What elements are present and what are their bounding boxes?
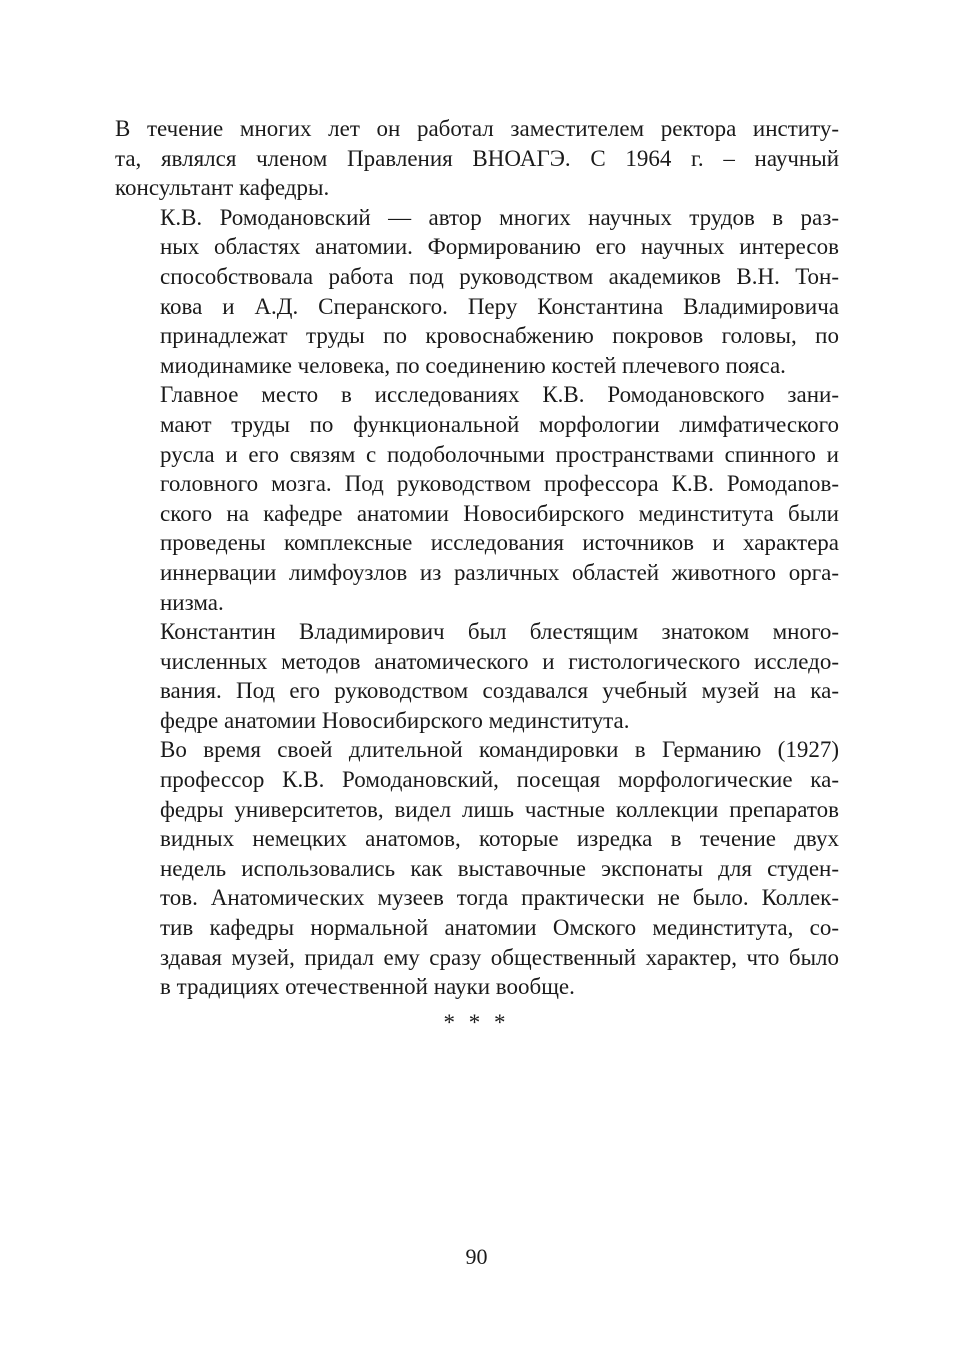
text-line: Константин Владимирович был блестящим знатоком много- xyxy=(160,619,839,645)
text-line: ных областях анатомии. Формированию его научных интересов xyxy=(160,234,839,260)
text-line: в традициях отечественной науки вообще. xyxy=(160,974,575,1000)
paragraph-3 xyxy=(115,380,839,617)
text-line: здавая музей, придал ему сразу общественный характер, что было xyxy=(160,944,839,970)
text-line: низма. xyxy=(160,589,224,615)
text-line: федры университетов, видел лишь частные коллекции препаратов xyxy=(160,796,839,822)
text-line: вания. Под его руководством создавался учебный музей на ка- xyxy=(160,678,839,704)
paragraph-4 xyxy=(115,617,839,735)
section-separator: * * * xyxy=(443,1010,510,1035)
text-line: головного мозга. Под руководством профессора К.В. Ромодanов- xyxy=(160,471,839,497)
text-line: федре анатомии Новосибирского мединститута. xyxy=(160,707,630,733)
text-line: видных немецких анатомов, которые изредка в течение двух xyxy=(160,826,839,852)
text-line: кова и А.Д. Сперанского. Перу Константина Владимировича xyxy=(160,293,839,319)
text-line: В течение многих лет он работал заместителем ректора институ- xyxy=(115,116,839,141)
text-line: та, являлся членом Правления ВНОАГЭ. С 1964 г. – научный xyxy=(115,145,839,171)
text-line: проведены комплексные исследования источников и характера xyxy=(160,530,839,556)
body-text xyxy=(115,114,839,1002)
text-line: ского на кафедре анатомии Новосибирского мединститута были xyxy=(160,500,839,526)
text-line: недель использовались как выставочные экспонаты для студен- xyxy=(160,855,839,881)
text-line: способствовала работа под руководством академиков В.Н. Тон- xyxy=(160,263,839,289)
text-line: К.В. Ромодановский — автор многих научных трудов в раз- xyxy=(160,204,839,230)
text-line: мают труды по функциональной морфологии лимфатического xyxy=(160,411,839,437)
text-line: консультант кафедры. xyxy=(115,175,330,201)
text-line: численных методов анатомического и гистологического исследо- xyxy=(160,648,839,674)
text-line: принадлежат труды по кровоснабжению покровов головы, по xyxy=(160,323,839,349)
paragraph-1 xyxy=(115,114,839,203)
paragraph-2 xyxy=(115,203,839,381)
text-line: русла и его связям с подоболочными пространствами спинного и xyxy=(160,441,839,467)
text-line: профессор К.В. Ромодановский, посещая морфологические ка- xyxy=(160,767,839,793)
text-line: тов. Анатомических музеев тогда практически не было. Коллек- xyxy=(160,885,839,911)
page-number: 90 xyxy=(465,1244,488,1269)
text-line: иннервации лимфоузлов из различных областей животного орга- xyxy=(160,559,839,585)
text-line: Главное место в исследованиях К.В. Ромодановского зани- xyxy=(160,382,839,408)
paragraph-5 xyxy=(115,735,839,1001)
text-line: тив кафедры нормальной анатомии Омского мединститута, со- xyxy=(160,915,839,941)
text-line: Во время своей длительной командировки в Германию (1927) xyxy=(160,737,839,763)
text-line: миодинамике человека, по соединению костей плечевого пояса. xyxy=(160,352,786,378)
